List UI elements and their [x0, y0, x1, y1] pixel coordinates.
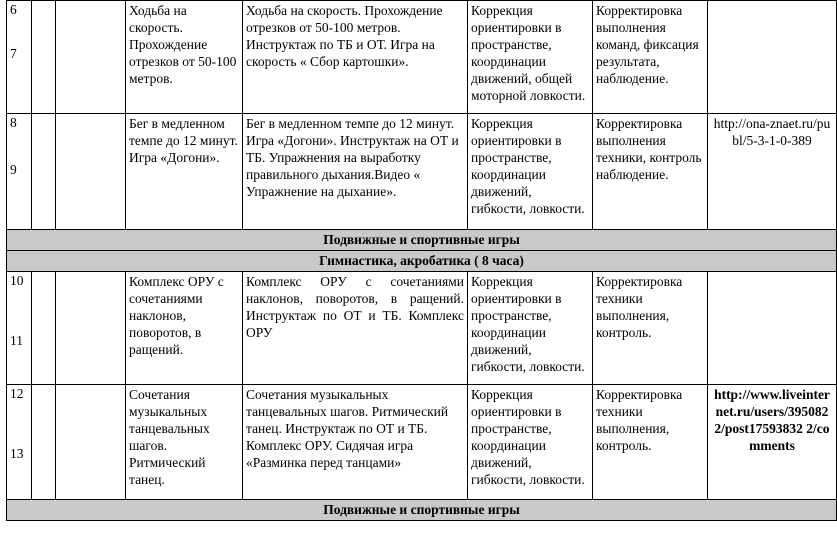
correction-cell: Коррекция ориентировки в пространстве, координации движений, гибкости, ловкости. — [468, 385, 593, 500]
lesson-number-cell — [7, 272, 32, 385]
lesson-number-cell — [7, 114, 32, 230]
link-cell — [708, 1, 837, 114]
lesson-number: 12 — [10, 386, 24, 401]
lesson-number: 9 — [10, 162, 17, 177]
table-row — [7, 114, 837, 230]
content-cell: Бег в медленном темпе до 12 минут. Игра «Догони». Инструктаж на ОТ и ТБ. Упражнения на выработку правильного дыхания.Видео « Упражнение на дыхание». — [243, 114, 468, 230]
content-cell: Сочетания музыкальных танцевальных шагов. Ритмический танец. Инструктаж по ОТ и ТБ. Комплекс ОРУ. Сидячая игра «Разминка перед танцами» — [243, 385, 468, 500]
topic-cell: Бег в медленном темпе до 12 минут. Игра «Догони». — [126, 114, 243, 230]
table-row — [7, 272, 837, 385]
control-cell: Корректировка выполнения техники, контроль наблюдение. — [593, 114, 708, 230]
link-cell — [708, 272, 837, 385]
empty-cell — [56, 272, 126, 385]
section-heading: Подвижные и спортивные игры — [7, 500, 837, 521]
lesson-number: 10 — [10, 273, 24, 288]
section-band-row — [7, 500, 837, 521]
content-cell: Ходьба на скорость. Прохождение отрезков от 50-100 метров. Инструктаж по ТБ и ОТ. Игра на скорость « Сбор картошки». — [243, 1, 468, 114]
topic-cell: Сочетания музыкальных танцевальных шагов. Ритмический танец. — [126, 385, 243, 500]
lesson-number: 6 — [10, 2, 17, 17]
correction-cell: Коррекция ориентировки в пространстве, координации движений, гибкости, ловкости. — [468, 272, 593, 385]
control-cell: Корректировка техники выполнения, контроль. — [593, 272, 708, 385]
empty-cell — [32, 114, 56, 230]
lesson-number: 11 — [10, 333, 23, 348]
table-row — [7, 385, 837, 500]
link-cell[interactable] — [708, 114, 837, 230]
content-cell: Комплекс ОРУ с сочетаниями наклонов, поворотов, в ращений. Инструктаж по ОТ и ТБ. Комплекс ОРУ — [243, 272, 468, 385]
empty-cell — [32, 1, 56, 114]
topic-cell: Ходьба на скорость. Прохождение отрезков от 50-100 метров. — [126, 1, 243, 114]
section-band-row — [7, 251, 837, 272]
empty-cell — [32, 272, 56, 385]
lesson-number: 7 — [10, 46, 17, 61]
lesson-number: 8 — [10, 115, 17, 130]
lesson-number: 13 — [10, 446, 24, 461]
empty-cell — [56, 385, 126, 500]
empty-cell — [32, 385, 56, 500]
lesson-number-cell — [7, 385, 32, 500]
section-band-row — [7, 230, 837, 251]
empty-cell — [56, 114, 126, 230]
resource-link[interactable]: http://ona-znaet.ru/publ/5-3-1-0-389 — [713, 116, 831, 148]
lesson-number-cell — [7, 1, 32, 114]
topic-cell: Комплекс ОРУ с сочетаниями наклонов, поворотов, в ращений. — [126, 272, 243, 385]
section-heading: Подвижные и спортивные игры — [7, 230, 837, 251]
control-cell: Корректировка техники выполнения, контроль. — [593, 385, 708, 500]
control-cell: Корректировка выполнения команд, фиксация результата, наблюдение. — [593, 1, 708, 114]
empty-cell — [56, 1, 126, 114]
section-heading: Гимнастика, акробатика ( 8 часа) — [7, 251, 837, 272]
lesson-plan-table — [6, 0, 837, 521]
table-row — [7, 1, 837, 114]
resource-link[interactable]: http://www.liveinternet.ru/users/3950822/post17593832 2/comments — [714, 387, 830, 453]
correction-cell: Коррекция ориентировки в пространстве, координации движений, общей моторной ловкости. — [468, 1, 593, 114]
correction-cell: Коррекция ориентировки в пространстве, координации движений, гибкости, ловкости. — [468, 114, 593, 230]
link-cell[interactable] — [708, 385, 837, 500]
